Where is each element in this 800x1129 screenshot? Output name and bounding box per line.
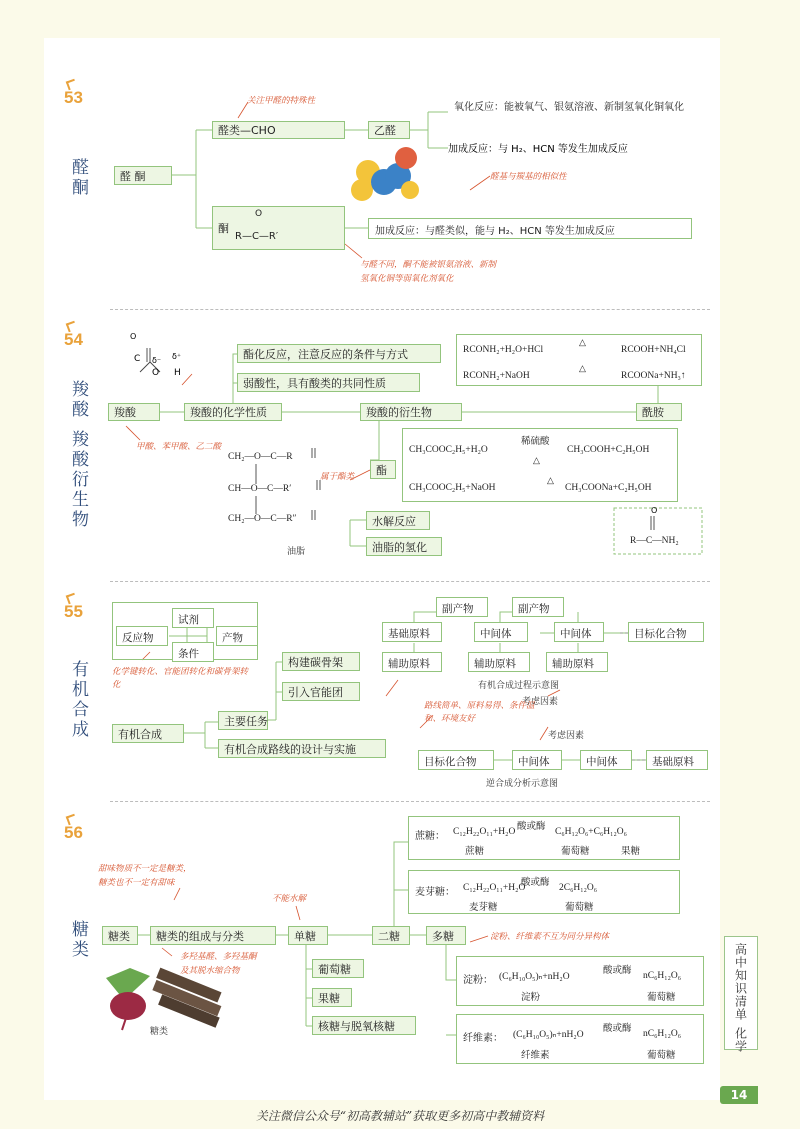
node-aldehyde: 醛类—CHO <box>212 121 345 139</box>
delta-1: △ <box>579 337 586 347</box>
section-title: 醛酮 <box>68 158 88 198</box>
node-disaccharide: 二糖 <box>372 926 410 945</box>
node-aux-material: 辅助原料 <box>382 652 442 672</box>
fat-caption: 油脂 <box>287 547 306 557</box>
amide-structure: R—C—NH₂ <box>630 536 679 546</box>
note-no-hydrolysis: 不能水解 <box>272 894 307 904</box>
node-ribose: 核糖与脱氧核糖 <box>312 1016 416 1035</box>
glucose-name-4: 葡萄糖 <box>647 1050 676 1061</box>
node-monosaccharide: 单糖 <box>288 926 328 945</box>
footer-text: 关注微信公众号“初高教辅站”获取更多初高中教辅资料 <box>255 1109 545 1123</box>
note-definition-1: 多羟基醛、多羟基酮 <box>180 952 257 962</box>
note-sweet-1: 甜味物质不一定是糖类， <box>98 864 192 874</box>
starch-catalyst: 酸或酶 <box>603 965 632 976</box>
node-amide: 酰胺 <box>636 403 682 421</box>
cellulose-name: 纤维素 <box>521 1050 550 1061</box>
note-similarity: 醛基与羰基的相似性 <box>490 172 567 182</box>
maltose-eq: C₁₂H₂₂O₁₁+H₂O <box>463 883 526 893</box>
node-saccharide: 糖类 <box>102 926 138 945</box>
note-sweet-2: 糖类也不一定有甜味 <box>98 878 175 888</box>
sucrose-box <box>408 816 680 860</box>
node-ester: 酯 <box>370 460 396 479</box>
ester-eq1-product: CH₃COOH+C₂H₅OH <box>567 445 650 455</box>
ester-eq2-product: CH₃COONa+C₂H₅OH <box>565 483 652 493</box>
node-polysaccharide: 多糖 <box>426 926 466 945</box>
cellulose-label: 纤维素： <box>463 1033 503 1044</box>
starch-name: 淀粉 <box>521 992 541 1003</box>
node-organic-synthesis: 有机合成 <box>112 724 184 743</box>
section-number: 53 <box>64 88 83 107</box>
node-weak-acid: 弱酸性，具有酸类的共同性质 <box>237 373 420 392</box>
struct-o: O <box>130 332 137 341</box>
divider <box>110 801 710 802</box>
sucrose-catalyst: 酸或酶 <box>517 821 546 832</box>
node-byproduct-2: 副产物 <box>512 597 564 617</box>
side-tab <box>724 936 758 1053</box>
node-target-compound: 目标化合物 <box>628 622 704 642</box>
node-main-task: 主要任务 <box>218 711 268 730</box>
ketone-o: O <box>255 209 263 219</box>
fructose-name: 果糖 <box>621 846 641 857</box>
oxidation-text: 氧化反应：能被氧气、银氨溶液、新制氢氧化铜氧化 <box>454 102 684 113</box>
maltose-label: 麦芽糖： <box>415 887 455 898</box>
node-reagent: 试剂 <box>172 608 214 628</box>
ester-eq2: CH₃COOC₂H₅+NaOH <box>409 483 496 493</box>
maltose-catalyst: 酸或酶 <box>521 877 550 888</box>
maltose-name: 麦芽糖 <box>469 902 498 913</box>
cellulose-catalyst: 酸或酶 <box>603 1023 632 1034</box>
node-esterify: 酯化反应，注意反应的条件与方式 <box>237 344 441 363</box>
sucrose-label: 蔗糖： <box>415 831 445 842</box>
fat-line1: CH₂—O—C—R <box>228 452 293 462</box>
section-title-acid: 羧酸 <box>68 380 88 420</box>
page-number: 14 <box>720 1086 758 1104</box>
node-intermediate-2: 中间体 <box>554 622 604 642</box>
node-target-compound-2: 目标化合物 <box>418 750 494 770</box>
delta-minus: δ⁻ <box>152 356 162 365</box>
starch-box <box>456 956 704 1006</box>
node-condition: 条件 <box>172 642 214 662</box>
addition-text: 加成反应：与 H₂、HCN 等发生加成反应 <box>448 144 628 155</box>
maltose-product: 2C₆H₁₂O₆ <box>559 883 598 893</box>
sucrose-name: 蔗糖 <box>465 846 485 857</box>
fat-line3: CH₂—O—C—R″ <box>228 514 297 524</box>
section-number: 55 <box>64 602 83 621</box>
starch-eq: (C₆H₁₀O₅)ₙ+nH₂O <box>499 972 570 982</box>
amide-eq1-product: RCOOH+NH₄Cl <box>621 345 686 355</box>
struct-o2: O <box>152 368 160 378</box>
node-hydrolysis: 水解反应 <box>366 511 430 530</box>
cellulose-eq: (C₆H₁₀O₅)ₙ+nH₂O <box>513 1030 584 1040</box>
caption-process: 有机合成过程示意图 <box>478 681 560 691</box>
node-derivative: 羧酸的衍生物 <box>360 403 462 421</box>
note-ketone-2: 氢氧化铜等弱氧化剂氧化 <box>360 274 454 284</box>
node-ketone <box>212 206 345 250</box>
node-classification: 糖类的组成与分类 <box>150 926 276 945</box>
node-aux-material-3: 辅助原料 <box>546 652 608 672</box>
divider <box>110 581 710 582</box>
starch-label: 淀粉： <box>463 975 493 986</box>
maltose-box <box>408 870 680 914</box>
struct-c: C <box>134 354 141 364</box>
caption-factor-2: 考虑因素 <box>548 731 585 741</box>
amide-eq2-product: RCOONa+NH₃↑ <box>621 371 686 381</box>
amide-eq2: RCONH₂+NaOH <box>463 371 530 381</box>
node-glucose: 葡萄糖 <box>312 959 364 978</box>
node-route: 有机合成路线的设计与实施 <box>218 739 386 758</box>
side-tab-subject: 化学 <box>733 1027 748 1053</box>
note-ester: 属于酯类 <box>320 472 355 482</box>
node-product: 产物 <box>216 626 258 646</box>
node-aux-material-2: 辅助原料 <box>468 652 530 672</box>
section-title: 有机合成 <box>68 660 88 740</box>
node-base-material-2: 基础原料 <box>646 750 708 770</box>
sucrose-product: C₆H₁₂O₆+C₆H₁₂O₆ <box>555 827 627 837</box>
delta-3: △ <box>533 455 540 465</box>
note-polysaccharide: 淀粉、纤维素不互为同分异构体 <box>490 932 610 942</box>
side-tab-title: 高中知识清单 <box>733 943 748 1021</box>
glucose-name-2: 葡萄糖 <box>565 902 594 913</box>
note-route: 路线简单、原料易得、条件温和、环境友好 <box>424 701 535 724</box>
note-definition-2: 及其脱水缩合物 <box>180 966 240 976</box>
struct-h: H <box>174 368 181 378</box>
ketone-formula: R—C—R′ <box>235 231 279 242</box>
ketone-label: 酮 <box>218 222 229 235</box>
amide-eq1: RCONH₂+H₂O+HCl <box>463 345 544 355</box>
node-intermediate-4: 中间体 <box>580 750 632 770</box>
note-formaldehyde: 关注甲醛的特殊性 <box>247 96 316 106</box>
delta-plus: δ⁺ <box>172 352 182 361</box>
amide-o: O <box>651 506 658 515</box>
node-aldehyde-ketone: 醛 酮 <box>114 166 172 185</box>
node-functional-group: 引入官能团 <box>282 682 360 701</box>
sucrose-eq: C₁₂H₂₂O₁₁+H₂O <box>453 827 516 837</box>
cellulose-box <box>456 1014 704 1064</box>
node-carboxylic-acid: 羧酸 <box>108 403 160 421</box>
section-title: 糖类 <box>68 920 88 960</box>
amide-equations <box>456 334 702 386</box>
delta-4: △ <box>547 475 554 485</box>
note-bond: 化学键转化、官能团转化和碳骨架转化 <box>112 667 249 690</box>
node-carbon-skeleton: 构建碳骨架 <box>282 652 360 671</box>
node-byproduct-1: 副产物 <box>436 597 488 617</box>
image-caption: 糖类 <box>150 1027 169 1037</box>
ester-eq1: CH₃COOC₂H₅+H₂O <box>409 445 488 455</box>
node-reactant: 反应物 <box>116 626 168 646</box>
fat-line2: CH—O—C—R′ <box>228 484 292 494</box>
ester-eq1-catalyst: 稀硫酸 <box>521 437 550 447</box>
node-intermediate-3: 中间体 <box>512 750 562 770</box>
glucose-name: 葡萄糖 <box>561 846 590 857</box>
caption-factor-1: 考虑因素 <box>522 697 559 707</box>
node-chem-property: 羧酸的化学性质 <box>184 403 282 421</box>
caption-retrosynthesis: 逆合成分析示意图 <box>486 779 559 789</box>
node-intermediate-1: 中间体 <box>474 622 528 642</box>
ketone-addition: 加成反应：与醛类似，能与 H₂、HCN 等发生加成反应 <box>368 218 692 239</box>
node-base-material: 基础原料 <box>382 622 442 642</box>
note-ketone-1: 与醛不同，酮不能被银氨溶液、新制 <box>360 260 497 270</box>
delta-2: △ <box>579 363 586 373</box>
note-acids: 甲酸、苯甲酸、乙二酸 <box>136 442 222 452</box>
section-number: 54 <box>64 330 83 349</box>
node-acetaldehyde: 乙醛 <box>368 121 410 139</box>
ester-equations <box>402 428 678 502</box>
section-number: 56 <box>64 823 83 842</box>
divider <box>110 309 710 310</box>
section-title-derivative: 羧酸衍生物 <box>68 430 88 530</box>
node-fructose: 果糖 <box>312 988 352 1007</box>
glucose-name-3: 葡萄糖 <box>647 992 676 1003</box>
starch-product: nC₆H₁₂O₆ <box>643 971 682 981</box>
cellulose-product: nC₆H₁₂O₆ <box>643 1029 682 1039</box>
node-hydrogenation: 油脂的氢化 <box>366 537 442 556</box>
